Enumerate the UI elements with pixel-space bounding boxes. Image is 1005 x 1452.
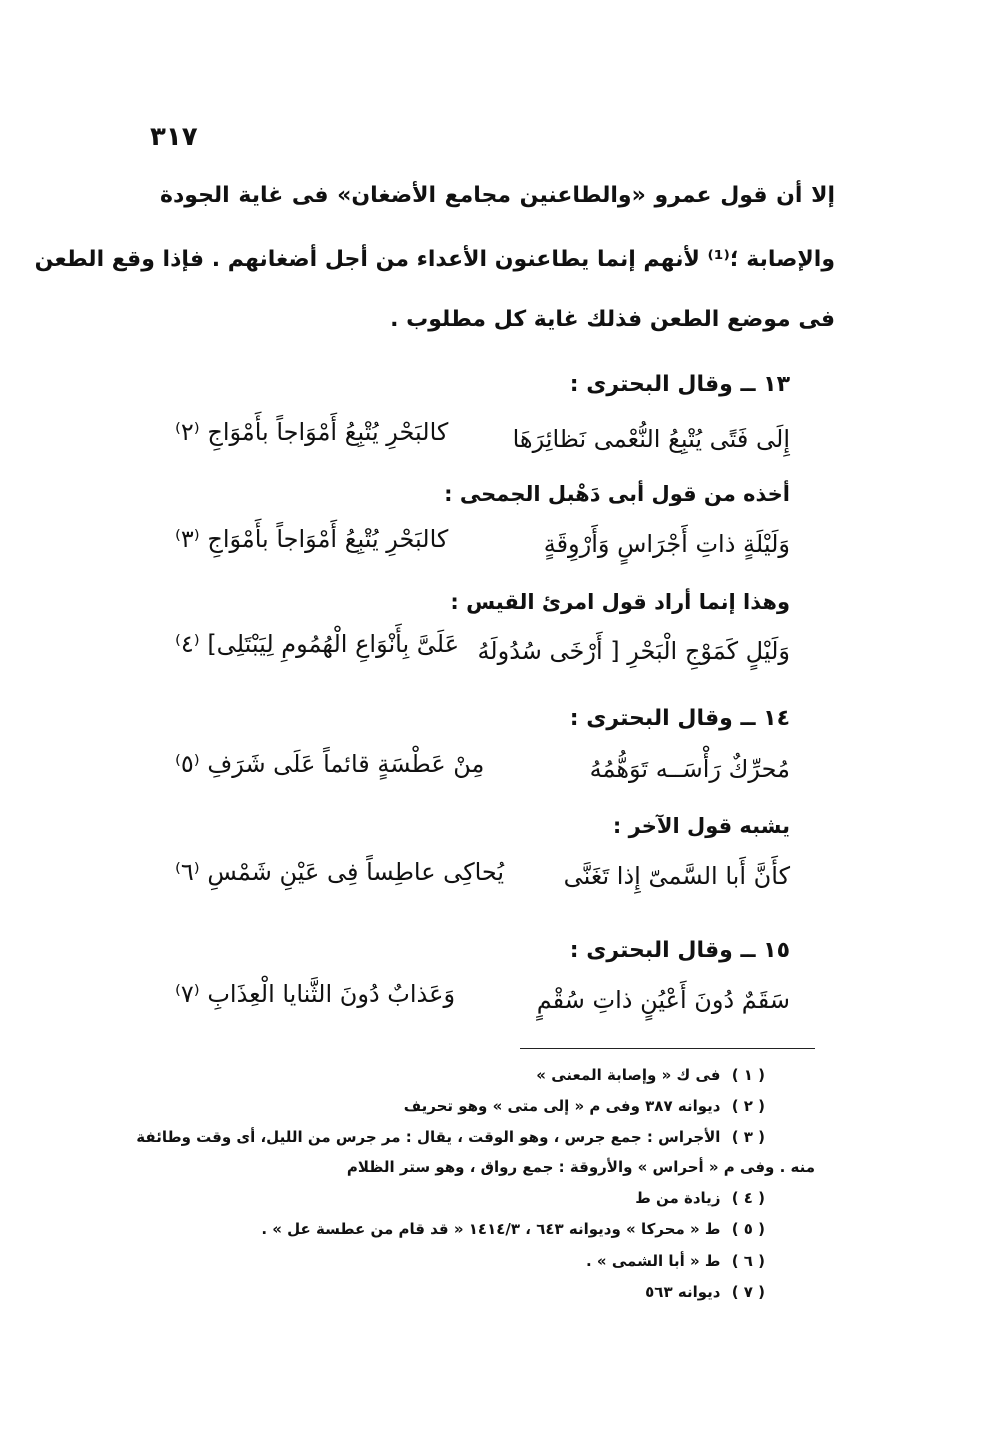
section-14-prose-1: يشبه قول الآخر : [612, 814, 790, 838]
footnote-5 [261, 1218, 765, 1240]
footnote-5-number: ( ٥ ) [731, 1220, 765, 1238]
footnote-1 [536, 1064, 765, 1086]
section-13-prose-1: أخذه من قول أبى دَهْبل الجمحى : [444, 482, 790, 506]
section-14-verse1-hemistich-left: مِنْ عَطْسَةٍ قائماً عَلَى شَرَفِ ⁽٥⁾ [175, 750, 485, 778]
footnote-6-number: ( ٦ ) [731, 1252, 765, 1270]
footnote-3-number: ( ٣ ) [731, 1128, 765, 1146]
intro-line-1: إلا أن قول عمرو «والطاعنين مجامع الأضغان» فى غاية الجودة [160, 183, 835, 208]
footnote-6 [586, 1250, 765, 1272]
section-14-verse1-hemistich-right: مُحرِّكٌ رَأْسَــه تَوَهُّمُهُ [589, 755, 790, 783]
footnote-3 [136, 1126, 765, 1148]
footnote-7-text: ديوانه ٥٦٣ [645, 1283, 721, 1301]
section-13-heading: ١٣ ــ وقال البحترى : [569, 372, 790, 397]
footnote-4-number: ( ٤ ) [731, 1189, 765, 1207]
footnote-1-text: فى ك « وإصابة المعنى » [536, 1066, 721, 1084]
footnote-2-number: ( ٢ ) [731, 1097, 765, 1115]
footnote-3-text: الأجراس : جمع جرس ، وهو الوقت ، يقال : مر جرس من الليل، أى وقت وطائفة [136, 1128, 721, 1146]
page-number: ٣١٧ [150, 122, 198, 152]
section-14-heading: ١٤ ــ وقال البحترى : [569, 706, 790, 731]
section-15-verse1-hemistich-left: وَعَذابٌ دُونَ الثَّنايا الْعِذَابِ ⁽٧⁾ [175, 980, 456, 1008]
section-14-verse2-hemistich-right: كأَنَّ أَبا السَّمىّ إِذا تَغَنَّى [563, 862, 790, 890]
footnote-3-continuation [347, 1156, 815, 1178]
intro-line-2: والإصابة ؛⁽¹⁾ لأنهم إنما يطاعنون الأعداء من أجل أضغانهم . فإذا وقع الطعن [34, 247, 835, 272]
section-14-verse2-hemistich-left: يُحاكِى عاطِساً فِى عَيْنِ شَمْسِ ⁽٦⁾ [175, 858, 505, 886]
section-13-verse3-hemistich-left: عَلَىَّ بِأَنْوَاعِ الْهُمُومِ لِيَبْتَلِى] ⁽٤⁾ [175, 630, 460, 658]
intro-line-3: فى موضع الطعن فذلك غاية كل مطلوب . [390, 307, 835, 332]
footnote-6-text: ط « أبا الشمى » . [586, 1252, 721, 1270]
footnote-2 [404, 1095, 765, 1117]
footnote-2-text: ديوانه ٣٨٧ وفى م « إلى متى » وهو تحريف [403, 1097, 721, 1115]
footnote-3-continuation-text: منه . وفى م « أحراس » والأروقة : جمع رواق ، وهو ستر الظلام [346, 1158, 815, 1176]
section-13-prose-2: وهذا إنما أراد قول امرئ القيس : [450, 590, 790, 614]
footnote-1-number: ( ١ ) [731, 1066, 765, 1084]
section-15-heading: ١٥ ــ وقال البحترى : [569, 938, 790, 963]
section-15-verse1-hemistich-right: سَقَمٌ دُونَ أَعْيُنٍ ذاتِ سُقْمٍ [536, 986, 790, 1014]
footnote-7-number: ( ٧ ) [731, 1283, 765, 1301]
section-13-verse3-hemistich-right: وَلَيْلٍ كَمَوْجِ الْبَحْرِ [ أَرْخَى سُدُولَهُ [477, 637, 790, 665]
section-13-verse1-hemistich-right: إِلَى فَتًى يُتْبِعُ النُّعْمى نَظائِرَهَا [512, 425, 790, 453]
footnote-7 [645, 1281, 765, 1303]
section-13-verse1-hemistich-left: كالبَحْرِ يُتْبِعُ أَمْوَاجاً بأَمْوَاجِ ⁽٢⁾ [175, 418, 449, 446]
footnote-4-text: زيادة من ط [635, 1189, 721, 1207]
section-13-verse2-hemistich-left: كالبَحْرِ يُتْبِعُ أَمْوَاجاً بأَمْوَاجِ ⁽٣⁾ [175, 525, 449, 553]
footnote-5-text: ط « محركا » وديوانه ٦٤٣ ، ١٤١٤/٣ « قد قام من عطسة عل » . [261, 1220, 721, 1238]
section-13-verse2-hemistich-right: وَلَيْلَةٍ ذاتِ أَجْرَاسٍ وَأَرْوِقَةٍ [543, 530, 790, 558]
footnote-4 [635, 1187, 765, 1209]
footnote-divider [520, 1048, 815, 1049]
